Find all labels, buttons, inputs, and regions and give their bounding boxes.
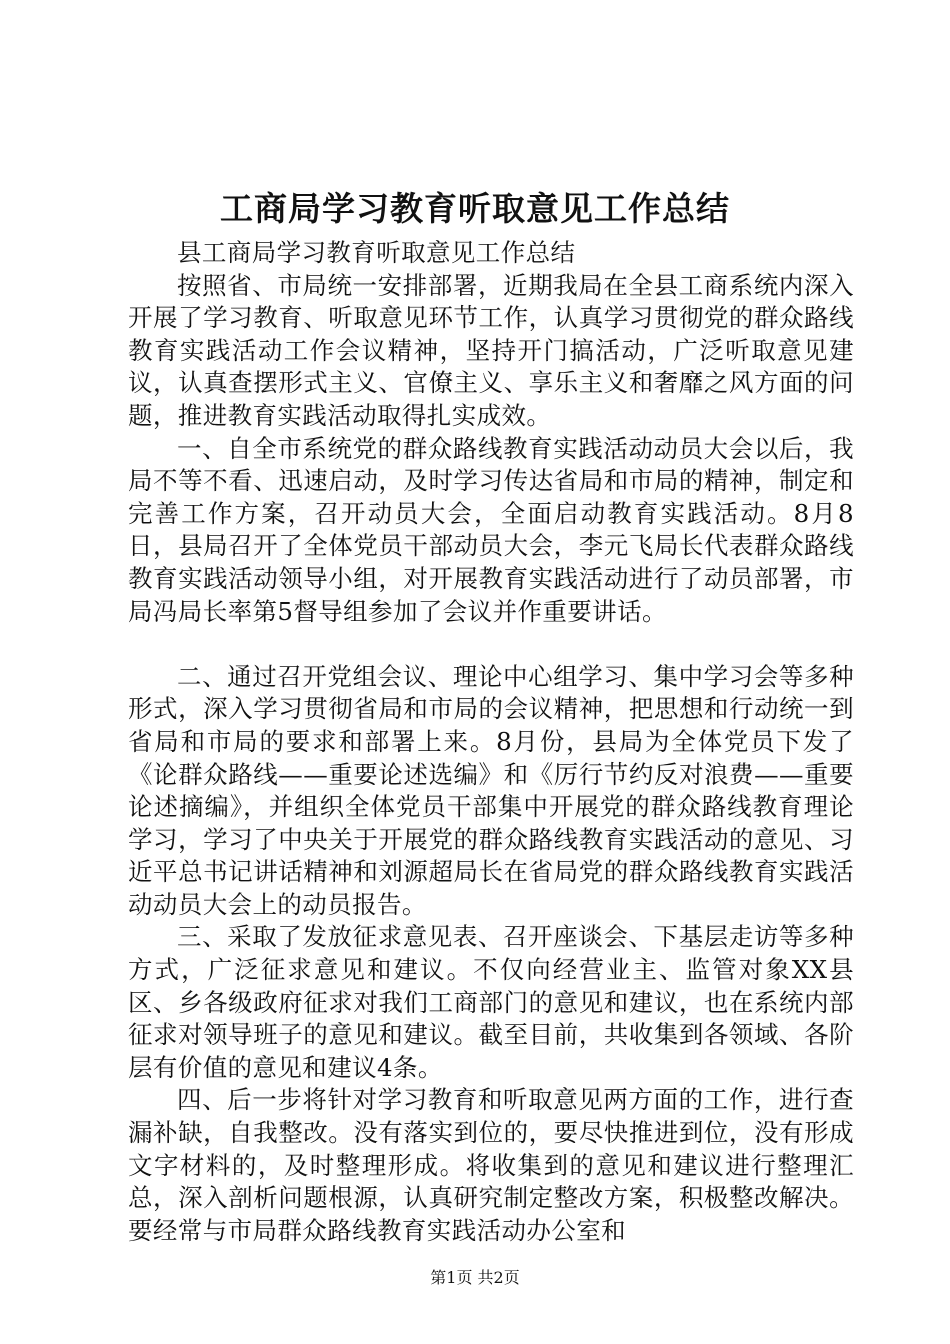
subtitle-paragraph: 县工商局学习教育听取意见工作总结 — [177, 238, 576, 267]
section-two-paragraph: 二、通过召开党组会议、理论中心组学习、集中学习会等多种形式，深入学习贯彻省局和市局的会议精神，把思想和行动统一到省局和市局的要求和部署上来。8月份，县局为全体党员下发了《论群众路线——重要论述选编》和《厉行节约反对浪费——重要论述摘编》，并组织全体党员干部集中开展党的群众路线教育理论学习，学习了中央关于开展党的群众路线教育实践活动的意见、习近平总书记讲话精神和刘源超局长在省局党的群众路线教育实践活动动员大会上的动员报告。 — [128, 661, 854, 919]
intro-paragraph: 按照省、市局统一安排部署，近期我局在全县工商系统内深入开展了学习教育、听取意见环节工作，认真学习贯彻党的群众路线教育实践活动工作会议精神，坚持开门搞活动，广泛听取意见建议，认真查摆形式主义、官僚主义、享乐主义和奢靡之风方面的问题，推进教育实践活动取得扎实成效。 — [128, 270, 854, 430]
document-title: 工商局学习教育听取意见工作总结 — [220, 189, 730, 228]
section-one-paragraph: 一、自全市系统党的群众路线教育实践活动动员大会以后，我局不等不看、迅速启动，及时学习传达省局和市局的精神，制定和完善工作方案，召开动员大会，全面启动教育实践活动。8月8日，县局召开了全体党员干部动员大会，李元飞局长代表群众路线教育实践活动领导小组，对开展教育实践活动进行了动员部署，市局冯局长率第5督导组参加了会议并作重要讲话。 — [128, 433, 854, 626]
section-three-paragraph: 三、采取了发放征求意见表、召开座谈会、下基层走访等多种方式，广泛征求意见和建议。不仅向经营业主、监管对象XX县区、乡各级政府征求对我们工商部门的意见和建议，也在系统内部征求对领导班子的意见和建议。截至目前，共收集到各领域、各阶层有价值的意见和建议4条。 — [128, 922, 854, 1082]
section-four-paragraph: 四、后一步将针对学习教育和听取意见两方面的工作，进行查漏补缺，自我整改。没有落实到位的，要尽快推进到位，没有形成文字材料的，及时整理形成。将收集到的意见和建议进行整理汇总，深入剖析问题根源，认真研究制定整改方案，积极整改解决。要经常与市局群众路线教育实践活动办公室和 — [128, 1085, 854, 1245]
page-indicator: 第1页 共2页 — [430, 1268, 520, 1287]
document-body — [128, 237, 854, 1247]
